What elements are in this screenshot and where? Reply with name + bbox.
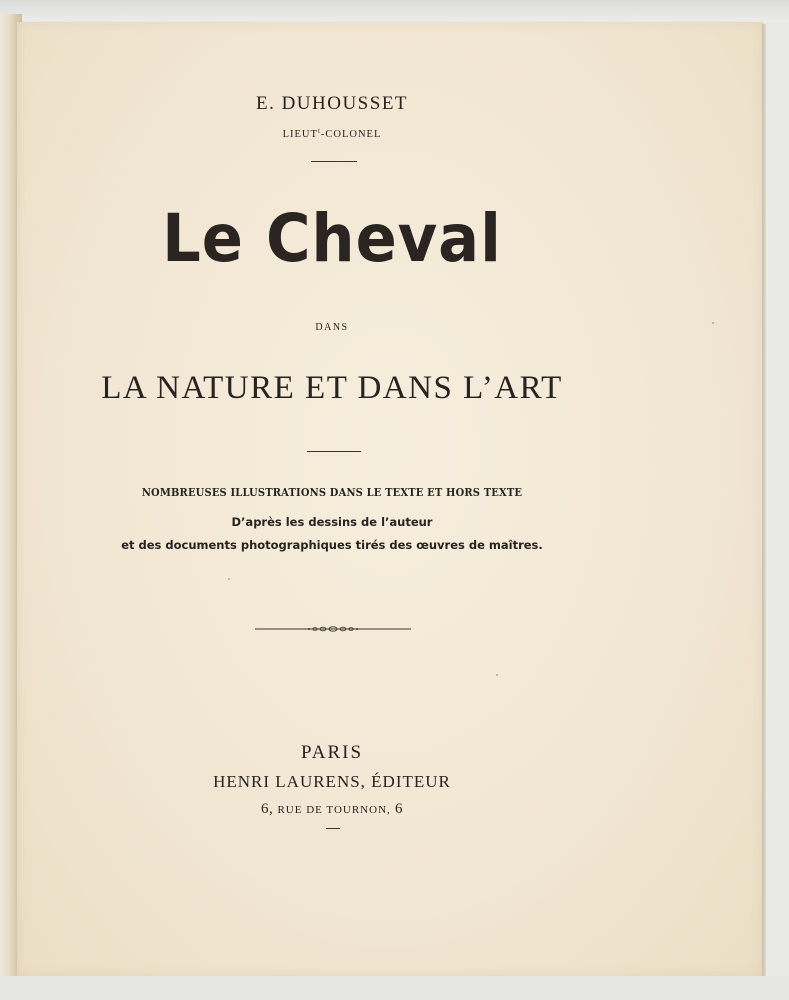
divider-rule-top: [311, 161, 357, 162]
divider-rule-middle: [307, 451, 361, 452]
sources-line-1: D’après les dessins de l’auteur: [231, 515, 433, 529]
address-number-1: 6,: [260, 801, 274, 817]
publisher-address: [17, 801, 647, 818]
title-connector: DANS: [315, 322, 349, 333]
book-title: Le Cheval: [162, 200, 502, 277]
rank-suffix: -COLONEL: [320, 129, 382, 140]
decorative-ornament-rule: [255, 624, 411, 634]
book-subtitle: LA NATURE ET DANS L’ART: [101, 370, 563, 406]
author-rank: [17, 127, 647, 140]
paper-speck: [228, 578, 230, 580]
title-page: [17, 22, 762, 976]
rank-prefix: LIEUT: [282, 129, 318, 140]
scan-background-top: [0, 0, 789, 22]
paper-speck: [712, 322, 714, 324]
illustrations-note: NOMBREUSES ILLUSTRATIONS DANS LE TEXTE ET HORS TEXTE: [141, 486, 523, 499]
author-name: E. DUHOUSSET: [255, 93, 409, 114]
divider-rule-bottom: [326, 828, 340, 829]
sources-line-2: et des documents photographiques tirés des œuvres de maîtres.: [121, 538, 543, 552]
publication-city: PARIS: [300, 742, 364, 763]
page-shadow: [762, 24, 766, 976]
paper-speck: [496, 674, 498, 676]
address-street: RUE DE TOURNON,: [277, 804, 391, 816]
address-number-2: 6: [395, 801, 404, 817]
publisher-name: HENRI LAURENS, ÉDITEUR: [213, 772, 451, 791]
scan-background-bottom: [0, 976, 789, 1000]
rank-superscript: t: [317, 127, 321, 135]
